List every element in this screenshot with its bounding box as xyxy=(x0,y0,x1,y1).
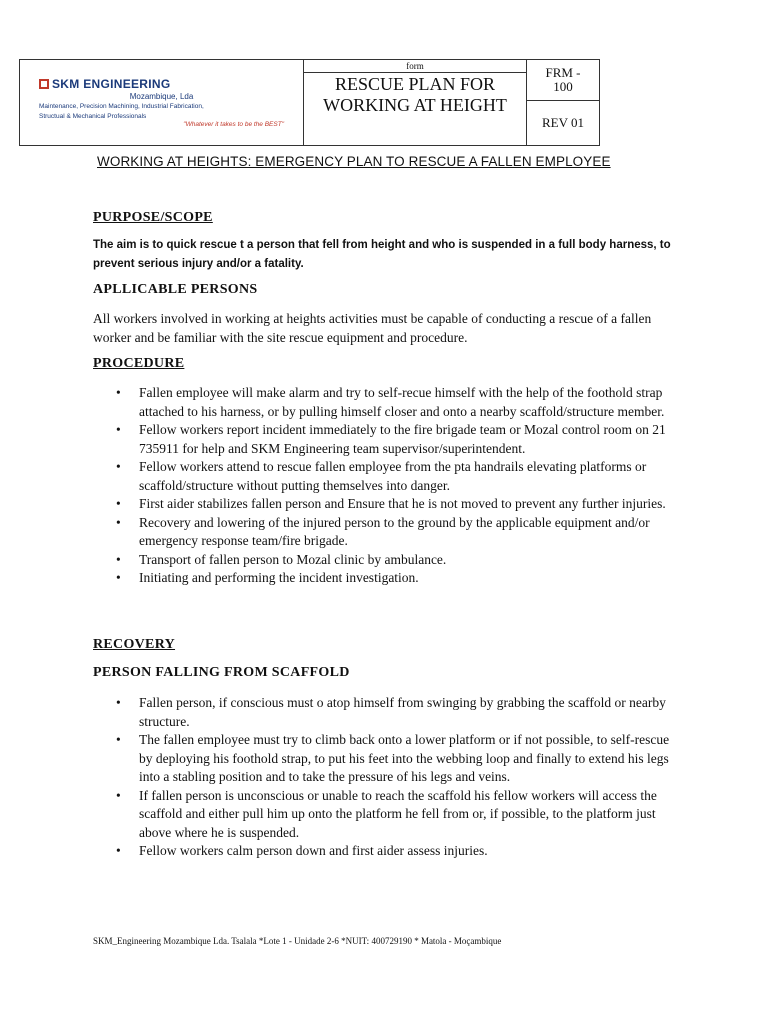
recovery-subheading: PERSON FALLING FROM SCAFFOLD xyxy=(93,665,350,680)
logo-mark-icon xyxy=(39,79,49,89)
list-item: • Recovery and lowering of the injured person to the ground by the applicable equipment and/or emergency response team/fire brigade. xyxy=(116,514,650,548)
bullet-icon: • xyxy=(116,514,121,530)
bullet-icon: • xyxy=(116,570,121,585)
bullet-icon: • xyxy=(116,422,121,437)
logo-cell xyxy=(20,60,304,146)
list-item: • Fallen employee will make alarm and try to self-recue himself with the help of the foothold strap attached to his harness, or by pulling himself closer and onto a nearby scaffold/structure member. xyxy=(116,385,665,419)
bullet-icon: • xyxy=(116,385,121,400)
bullet-icon: • xyxy=(116,459,121,474)
list-item: • First aider stabilizes fallen person and Ensure that he is not moved to prevent any further injuries. xyxy=(93,495,678,514)
code-cell xyxy=(527,60,600,146)
purpose-heading: PURPOSE/SCOPE xyxy=(93,210,213,225)
recovery-list xyxy=(93,694,678,861)
logo-subtitle: Mozambique, Lda xyxy=(129,91,194,101)
form-label: form xyxy=(304,60,526,73)
purpose-text: The aim is to quick rescue t a person that fell from height and who is suspended in a full body harness, to prevent serious injury and/or a fatality. xyxy=(93,239,671,270)
bullet-icon: • xyxy=(116,496,121,511)
recovery-heading: RECOVERY xyxy=(93,637,176,652)
list-item: • Fallen person, if conscious must o atop himself from swinging by grabbing the scaffold or nearby structure. xyxy=(116,695,666,729)
list-item: • If fallen person is unconscious or unable to reach the scaffold his fellow workers will access the scaffold and either pull him up onto the platform he fell from or, if possible, to the platform just above where he is suspended. xyxy=(116,787,657,840)
logo-description-2: Structual & Mechanical Professionals xyxy=(39,112,147,120)
form-code: FRM - 100 xyxy=(545,65,581,94)
document-title: WORKING AT HEIGHTS: EMERGENCY PLAN TO RESCUE A FALLEN EMPLOYEE xyxy=(97,154,611,169)
list-item: • Initiating and performing the incident investigation. xyxy=(93,569,678,588)
revision: REV 01 xyxy=(541,115,584,130)
list-item: • Transport of fallen person to Mozal clinic by ambulance. xyxy=(93,551,678,570)
logo-description-1: Maintenance, Precision Machining, Industrial Fabrication, xyxy=(39,102,204,110)
list-item: • The fallen employee must try to climb back onto a lower platform or if not possible, to self-rescue by deploying his foothold strap, to put his feet into the webbing loop and finally to extend his legs into a stabling position and to take the pressure of his legs and veins. xyxy=(116,732,670,784)
bullet-icon: • xyxy=(116,551,121,567)
title-cell xyxy=(304,60,527,146)
list-item: • Fellow workers report incident immediately to the fire brigade team or Mozal control room on 21 735911 for help and SKM Engineering team supervisor/superintendent. xyxy=(116,422,666,456)
bullet-icon: • xyxy=(116,695,121,710)
form-title: RESCUE PLAN FOR WORKING AT HEIGHT xyxy=(323,74,507,115)
document-header xyxy=(19,59,600,146)
bullet-icon: • xyxy=(116,732,121,747)
procedure-list xyxy=(93,384,678,588)
bullet-icon: • xyxy=(116,787,121,803)
logo-brand-text: SKM ENGINEERING xyxy=(52,76,171,91)
company-logo xyxy=(39,71,284,135)
page-footer: SKM_Engineering Mozambique Lda. Tsalala *Lote 1 - Unidade 2-6 *NUIT: 400729190 * Matola - Moçambique xyxy=(93,936,502,946)
list-item: • Fellow workers attend to rescue fallen employee from the pta handrails elevating platforms or scaffold/structure without putting themselves into danger. xyxy=(116,459,647,493)
bullet-icon: • xyxy=(116,843,121,858)
logo-motto: "Whatever it takes to be the BEST" xyxy=(183,121,284,129)
procedure-heading: PROCEDURE xyxy=(93,356,185,371)
list-item: • Fellow workers calm person down and first aider assess injuries. xyxy=(93,842,678,861)
applicable-text: All workers involved in working at heights activities must be capable of conducting a rescue of a fallen worker and be familiar with the site rescue equipment and procedure. xyxy=(93,311,652,345)
applicable-heading: APLLICABLE PERSONS xyxy=(93,282,258,297)
